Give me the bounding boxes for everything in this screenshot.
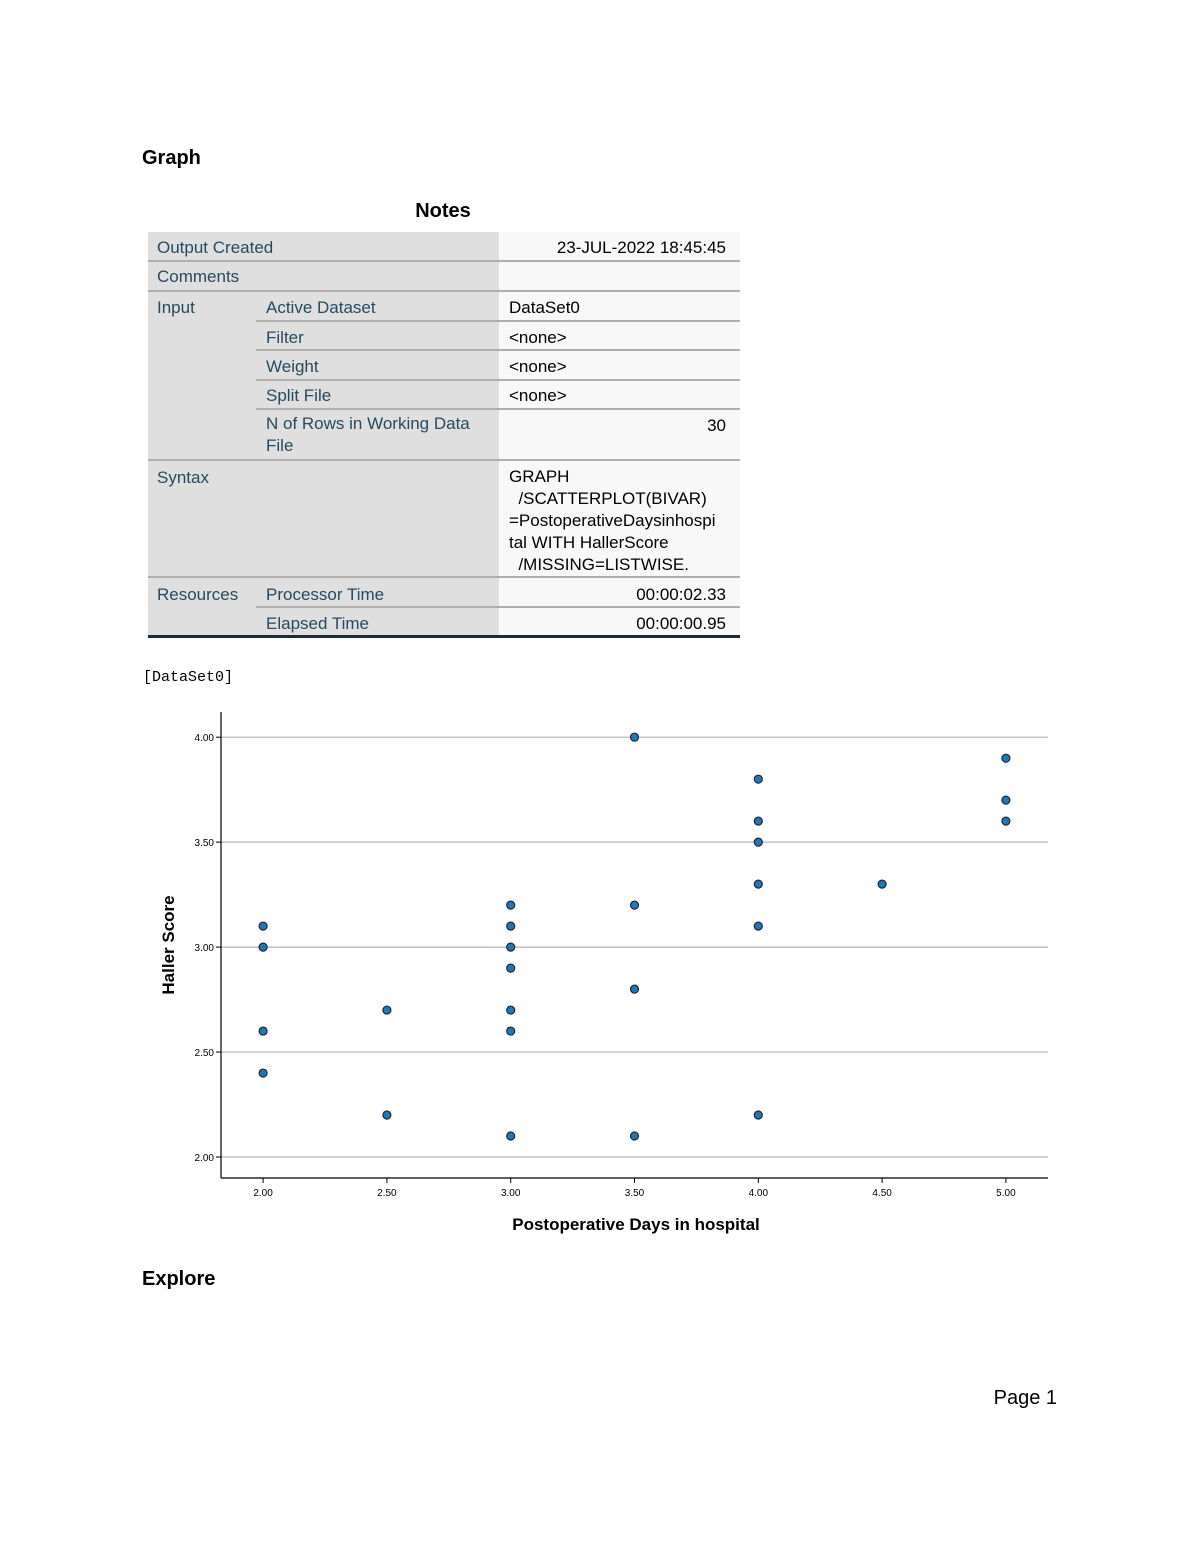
data-point <box>507 1132 515 1140</box>
notes-title: Notes <box>415 200 471 222</box>
dataset-tag: [DataSet0] <box>143 669 234 686</box>
data-point <box>259 922 267 930</box>
data-point <box>754 838 762 846</box>
y-tick-label: 3.00 <box>194 943 214 955</box>
data-point <box>631 901 639 909</box>
data-point <box>754 880 762 888</box>
data-point <box>631 733 639 741</box>
split-file-label: Split File <box>256 381 499 408</box>
data-point <box>1002 817 1010 825</box>
output-created-label: Output Created <box>148 232 499 260</box>
data-point <box>1002 754 1010 762</box>
data-point <box>383 1111 391 1119</box>
data-point <box>507 1027 515 1035</box>
active-dataset-label: Active Dataset <box>256 292 499 320</box>
data-point <box>1002 796 1010 804</box>
data-point <box>754 1111 762 1119</box>
weight-value: <none> <box>499 351 740 379</box>
n-rows-value: 30 <box>499 410 740 459</box>
data-point <box>507 964 515 972</box>
data-point <box>507 1006 515 1014</box>
syntax-value: GRAPH /SCATTERPLOT(BIVAR) =PostoperativeDaysinhospi tal WITH HallerScore /MISSING=LISTWISE. <box>499 461 740 576</box>
processor-time-value: 00:00:02.33 <box>499 578 740 606</box>
input-label: Input <box>148 292 256 459</box>
data-point <box>754 817 762 825</box>
x-tick-label: 3.00 <box>500 1188 521 1199</box>
data-point <box>878 880 886 888</box>
resources-label: Resources <box>148 578 256 635</box>
weight-label: Weight <box>256 351 499 379</box>
x-tick-label: 5.00 <box>996 1188 1016 1199</box>
data-point <box>507 901 515 909</box>
x-tick-label: 4.50 <box>872 1188 892 1199</box>
data-point <box>754 775 762 783</box>
data-point <box>507 922 515 930</box>
processor-time-label: Processor Time <box>256 578 499 606</box>
syntax-label: Syntax <box>148 461 499 576</box>
y-tick-label: 2.00 <box>194 1153 214 1165</box>
elapsed-time-value: 00:00:00.95 <box>499 608 740 635</box>
comments-label: Comments <box>148 262 499 290</box>
data-point <box>383 1006 391 1014</box>
filter-label: Filter <box>256 322 499 349</box>
active-dataset-value: DataSet0 <box>499 292 740 320</box>
data-point <box>259 1027 267 1035</box>
data-point <box>631 1132 639 1140</box>
x-tick-label: 3.50 <box>624 1188 645 1199</box>
elapsed-time-label: Elapsed Time <box>256 608 499 635</box>
data-point <box>259 1069 267 1077</box>
data-point <box>507 943 515 951</box>
x-tick-label: 4.00 <box>748 1188 769 1199</box>
x-tick-label: 2.50 <box>377 1188 397 1199</box>
data-point <box>631 985 639 993</box>
output-created-value: 23-JUL-2022 18:45:45 <box>499 232 740 260</box>
y-tick-label: 3.50 <box>194 838 214 850</box>
data-point <box>259 943 267 951</box>
graph-heading: Graph <box>142 147 201 169</box>
explore-heading: Explore <box>142 1268 216 1290</box>
x-axis-label: Postoperative Days in hospital <box>512 1215 760 1234</box>
y-tick-label: 2.50 <box>194 1048 214 1060</box>
y-axis-label: Haller Score <box>159 895 178 995</box>
x-tick-label: 2.00 <box>253 1188 273 1199</box>
filter-value: <none> <box>499 322 740 349</box>
split-file-value: <none> <box>499 381 740 408</box>
data-point <box>754 922 762 930</box>
page-number: Page 1 <box>993 1387 1057 1409</box>
n-rows-label: N of Rows in Working Data File <box>256 410 499 459</box>
y-tick-label: 4.00 <box>194 733 214 745</box>
